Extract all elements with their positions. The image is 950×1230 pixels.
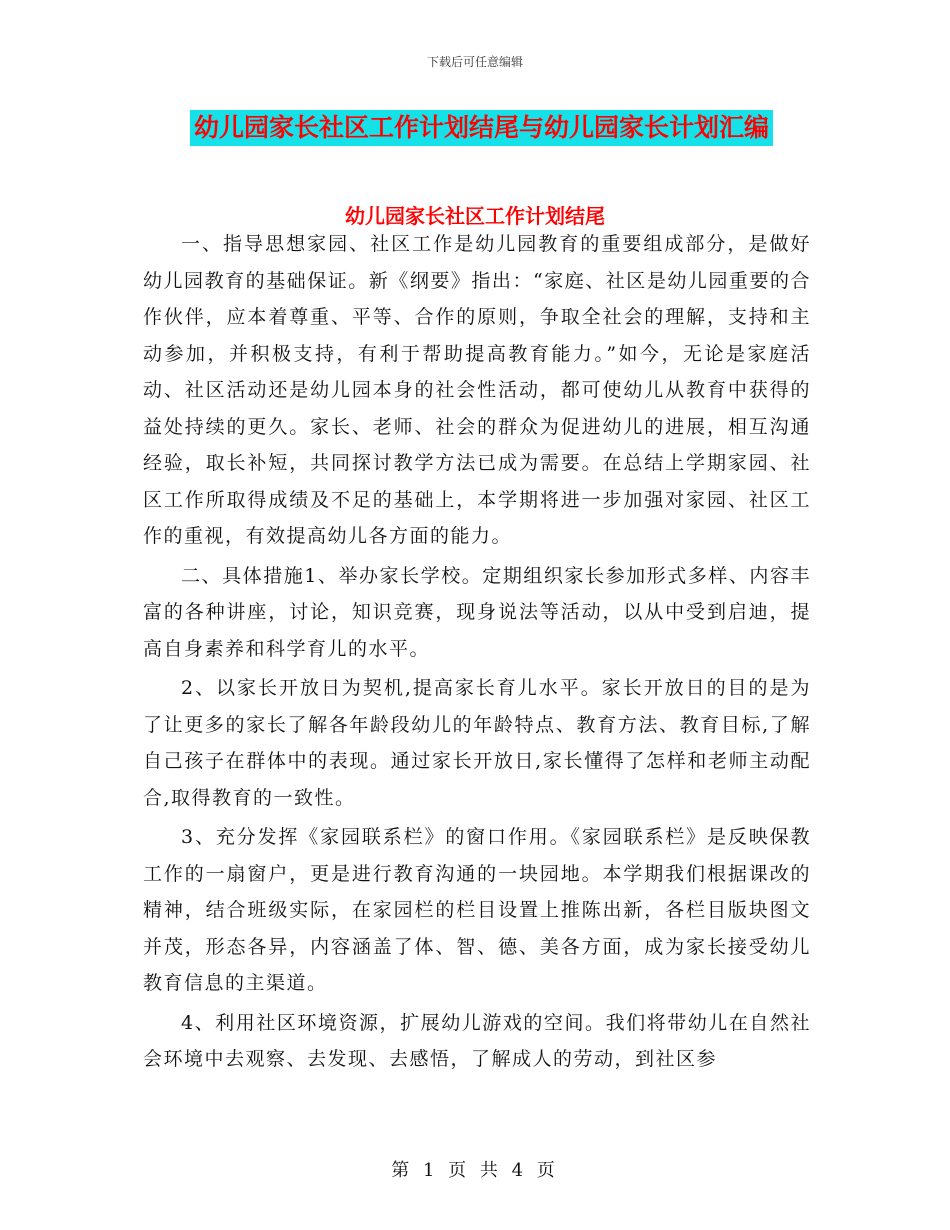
paragraph-measure-contact-board: 3、充分发挥《家园联系栏》的窗口作用。《家园联系栏》是反映保教工作的一扇窗户，更是进行教育沟通的一块园地。本学期我们根据课改的精神，结合班级实际，在家园栏的栏目设置上推陈出新，各栏目版块图文并茂，形态各异，内容涵盖了体、智、德、美各方面，成为家长接受幼儿教育信息的主渠道。 [143, 826, 811, 994]
paragraph-measure-community: 4、利用社区环境资源，扩展幼儿游戏的空间。我们将带幼儿在自然社会环境中去观察、去发现、去感悟，了解成人的劳动，到社区参 [143, 1011, 811, 1070]
header-note: 下载后可任意编辑 [426, 55, 523, 69]
paragraph-measure-open-day: 2、以家长开放日为契机,提高家长育儿水平。家长开放日的目的是为了让更多的家长了解各年龄段幼儿的年龄特点、教育方法、教育目标,了解自己孩子在群体中的表现。通过家长开放日,家长懂得了怎样和老师主动配合,取得教育的一致性。 [143, 677, 811, 809]
paragraph-guiding-ideology: 一、指导思想家园、社区工作是幼儿园教育的重要组成部分，是做好幼儿园教育的基础保证。新《纲要》指出：“家庭、社区是幼儿园重要的合作伙伴，应本着尊重、平等、合作的原则，争取全社会的理解，支持和主动参加，并积极支持，有利于帮助提高教育能力。”如今，无论是家庭活动、社区活动还是幼儿园本身的社会性活动，都可使幼儿从教育中获得的益处持续的更久。家长、老师、社会的群众为促进幼儿的进展，相互沟通经验，取长补短，共同探讨教学方法已成为需要。在总结上学期家园、社区工作所取得成绩及不足的基础上，本学期将进一步加强对家园、社区工作的重视，有效提高幼儿各方面的能力。 [143, 233, 811, 547]
document-title: 幼儿园家长社区工作计划结尾与幼儿园家长计划汇编 [190, 110, 773, 146]
section-title: 幼儿园家长社区工作计划结尾 [345, 204, 605, 228]
page-number: 第 1 页 共 4 页 [391, 1160, 559, 1181]
paragraph-measure-parent-school: 二、具体措施1、举办家长学校。定期组织家长参加形式多样、内容丰富的各种讲座，讨论，知识竞赛，现身说法等活动，以从中受到启迪，提高自身素养和科学育儿的水平。 [143, 564, 811, 660]
document-body [143, 226, 811, 1081]
